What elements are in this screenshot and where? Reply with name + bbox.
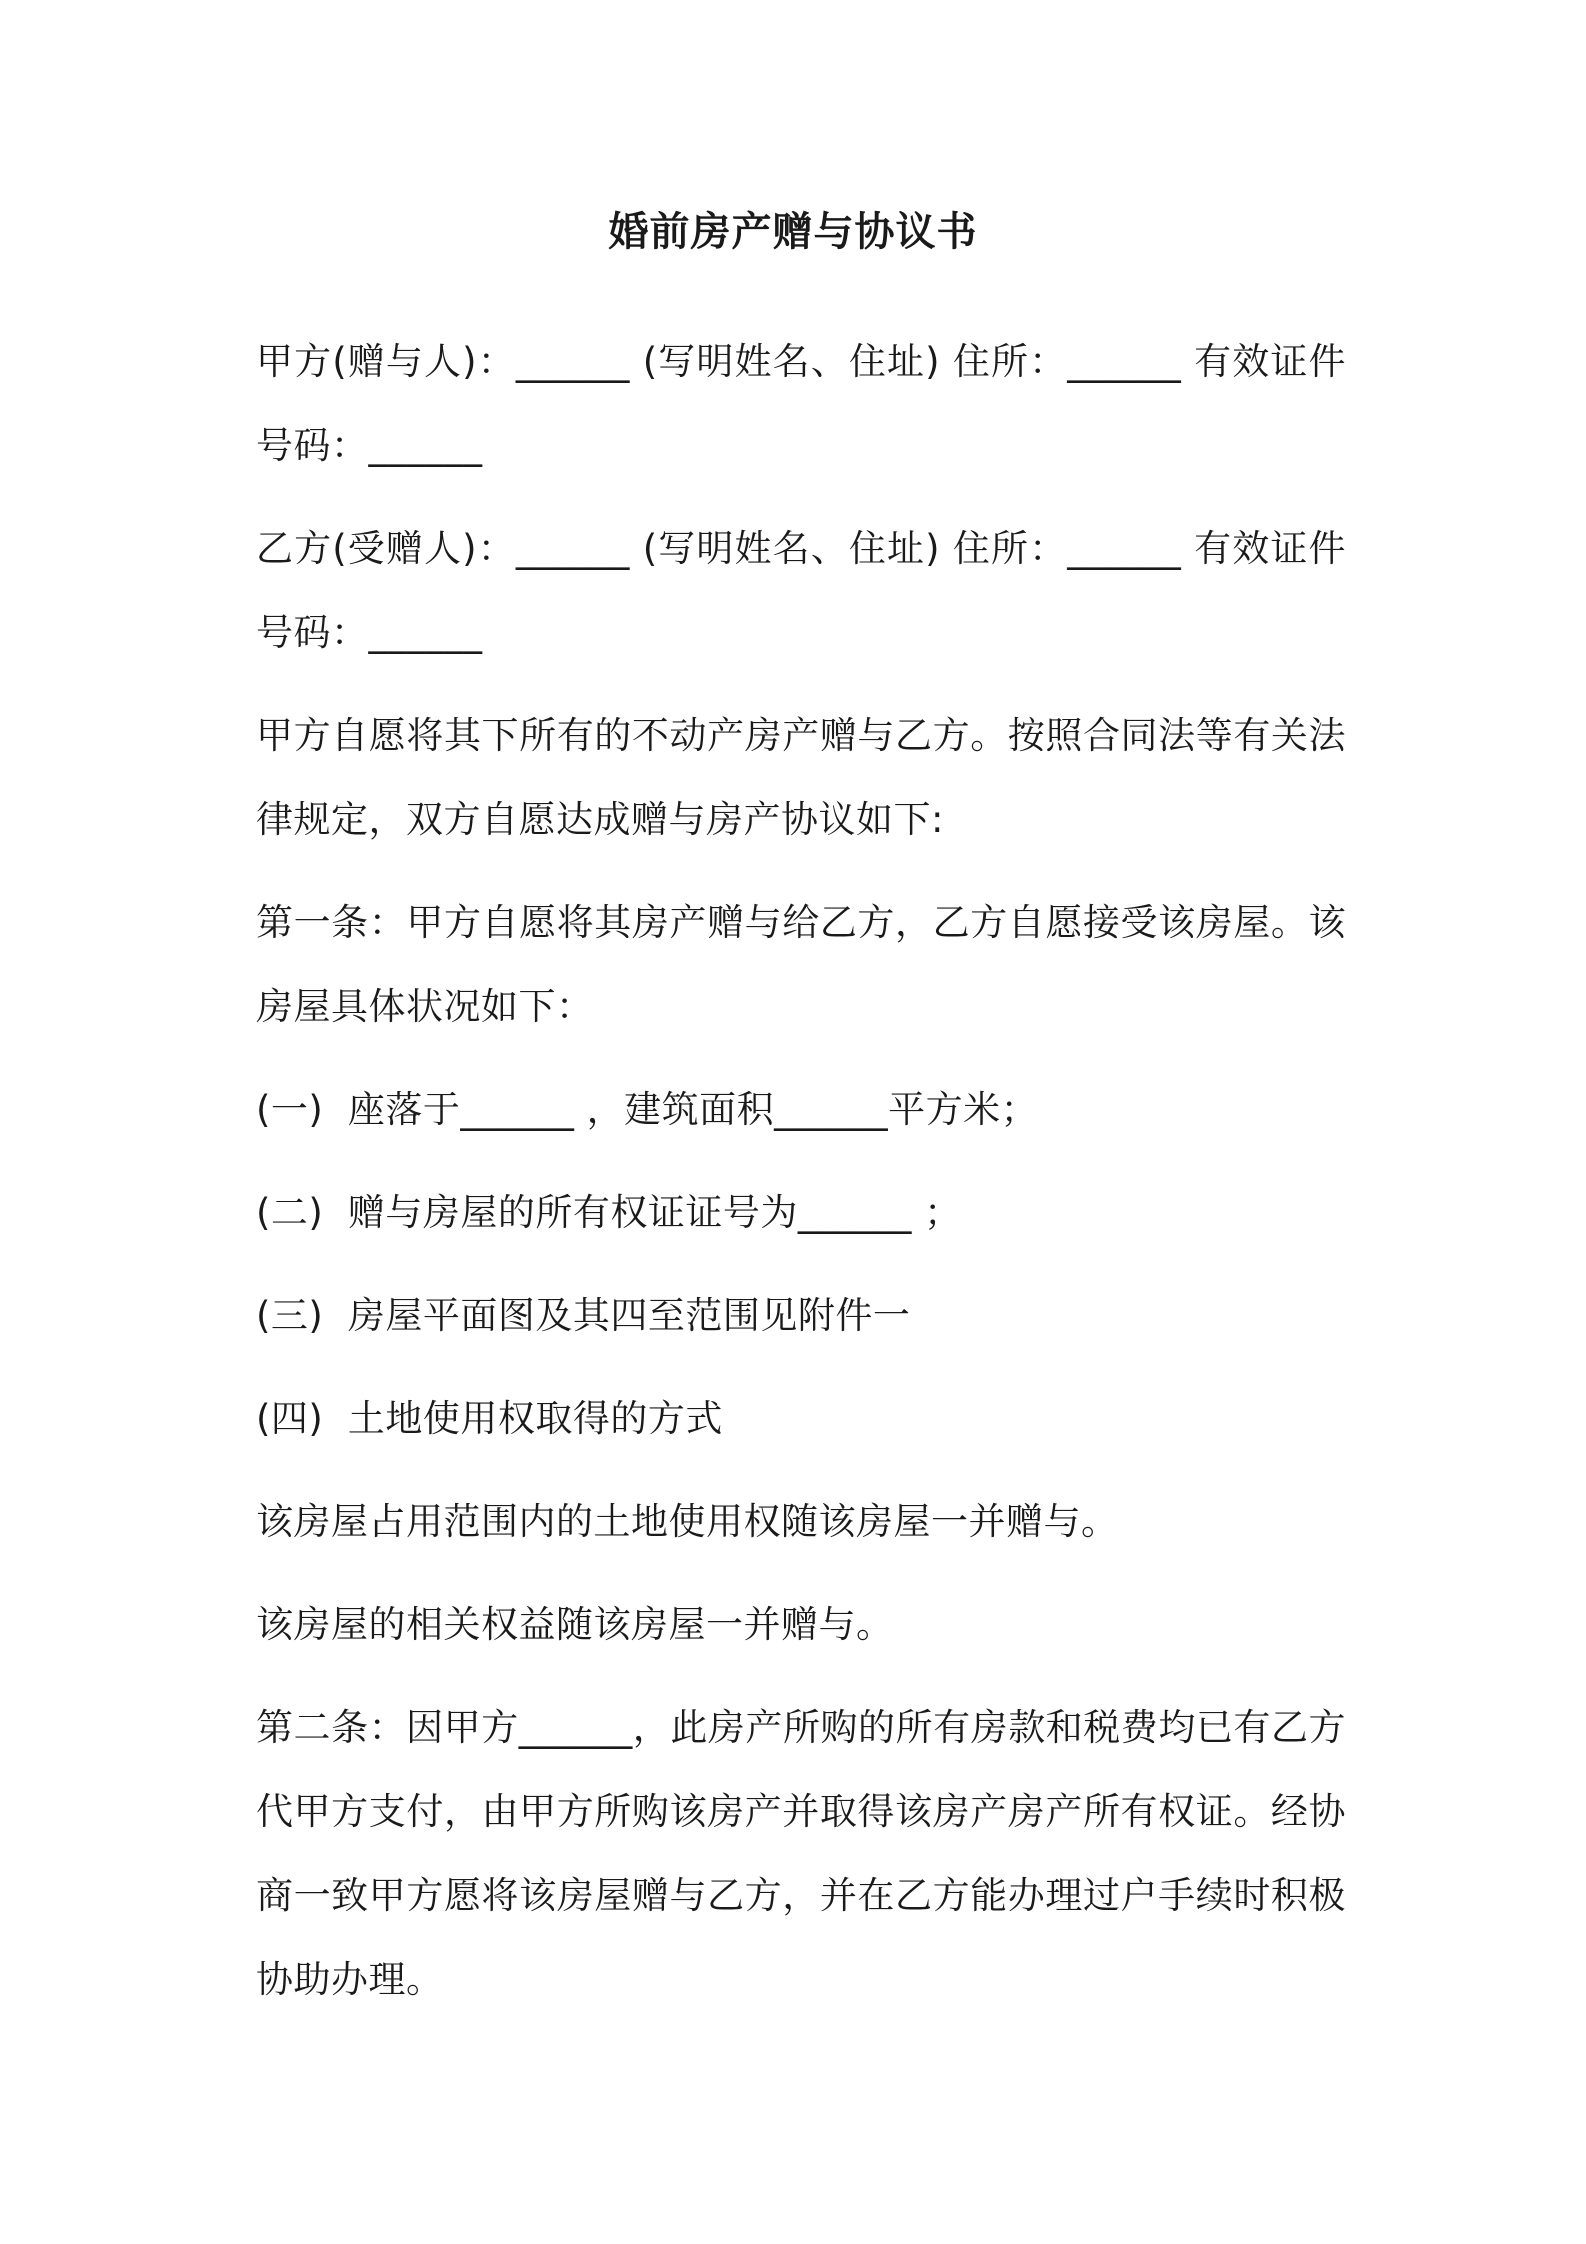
document-body bbox=[256, 320, 1346, 2041]
document-title: 婚前房产赠与协议书 bbox=[608, 209, 978, 255]
article-2-paragraph: 第二条：因甲方______，此房产所购的所有房款和税费均已有乙方代甲方支付，由甲方所购该房产并取得该房产房产所有权证。经协商一致甲方愿将该房屋赠与乙方，并在乙方能办理过户手续时积极协助办理。 bbox=[256, 1706, 1346, 2001]
party-a-paragraph: 甲方(赠与人)：______ (写明姓名、住址) 住所：______ 有效证件号码：______ bbox=[256, 340, 1346, 467]
article-1-item-3: (三) 房屋平面图及其四至范围见附件一 bbox=[256, 1294, 911, 1337]
related-rights-paragraph: 该房屋的相关权益随该房屋一并赠与。 bbox=[256, 1603, 894, 1646]
article-1-item-1: (一) 座落于______ ，建筑面积______平方米； bbox=[256, 1088, 1039, 1131]
party-b-paragraph: 乙方(受赠人)：______ (写明姓名、住址) 住所：______ 有效证件号码：______ bbox=[256, 527, 1346, 654]
article-1-paragraph: 第一条：甲方自愿将其房产赠与给乙方，乙方自愿接受该房屋。该房屋具体状况如下： bbox=[256, 901, 1346, 1028]
intro-paragraph: 甲方自愿将其下所有的不动产房产赠与乙方。按照合同法等有关法律规定，双方自愿达成赠与房产协议如下: bbox=[256, 714, 1346, 841]
article-1-item-4: (四) 土地使用权取得的方式 bbox=[256, 1397, 723, 1440]
land-right-paragraph: 该房屋占用范围内的土地使用权随该房屋一并赠与。 bbox=[256, 1500, 1119, 1543]
article-1-item-2: (二) 赠与房屋的所有权证证号为______ ； bbox=[256, 1191, 962, 1234]
